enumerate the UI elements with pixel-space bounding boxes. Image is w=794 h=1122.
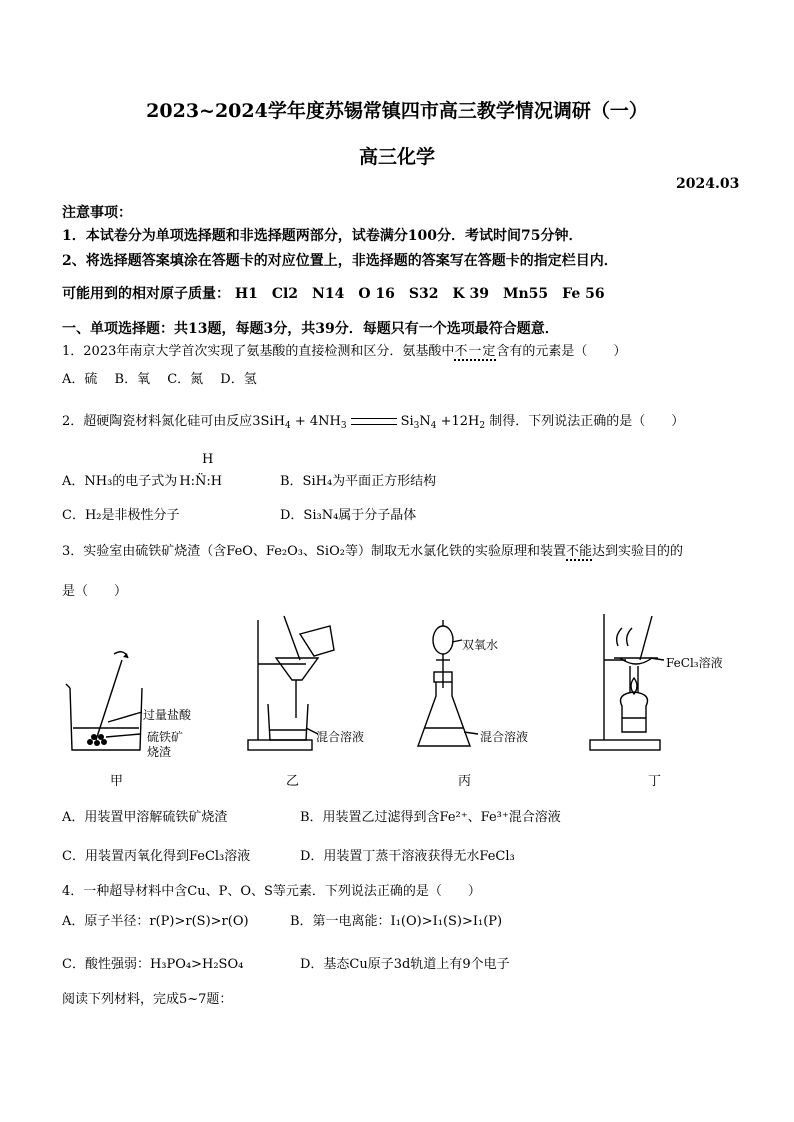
- question-3-option-a: A．用装置甲溶解硫铁矿烧渣: [62, 810, 228, 825]
- lewis-structure: H:N̈:H: [179, 474, 223, 489]
- caption-bing: 丙: [458, 774, 472, 789]
- question-4-option-c: C．酸性强弱：H₃PO₄>H₂SO₄: [62, 957, 244, 972]
- q2-stem-before: 2．超硬陶瓷材料氮化硅可由反应3SiH: [62, 414, 285, 429]
- question-3-option-d: D．用装置丁蒸干溶液获得无水FeCl₃: [300, 849, 515, 864]
- label-mix-yi: 混合溶液: [316, 730, 365, 744]
- label-fecl3: FeCl₃溶液: [666, 656, 723, 670]
- exam-date: 2024.03: [676, 176, 740, 192]
- question-4-option-a: A．原子半径：r(P)>r(S)>r(O): [62, 914, 249, 929]
- q3-emphasis: 不能: [565, 544, 592, 559]
- caption-jia: 甲: [110, 774, 124, 789]
- label-ore-1: 硫铁矿: [147, 730, 184, 744]
- page-title: 2023~2024学年度苏锡常镇四市高三教学情况调研（一）: [146, 100, 648, 122]
- page-subtitle: 高三化学: [358, 146, 435, 168]
- q1-stem-after: 含有的元素是（ ）: [496, 344, 627, 359]
- label-acid: 过量盐酸: [143, 708, 192, 722]
- question-2-option-b: B．SiH₄为平面正方形结构: [280, 474, 437, 489]
- question-4-stem: 4．一种超导材料中含Cu、P、O、S等元素．下列说法正确的是（ ）: [62, 884, 481, 899]
- q3-stem-before: 3．实验室由硫铁矿烧渣（含FeO、Fe₂O₃、SiO₂等）制取无水氯化铁的实验原理和装置: [62, 544, 566, 559]
- reading-instruction: 阅读下列材料，完成5~7题：: [62, 992, 233, 1007]
- question-4-option-b: B．第一电离能：I₁(O)>I₁(S)>I₁(P): [290, 914, 503, 929]
- section-heading: 一、单项选择题：共13题，每题3分，共39分．每题只有一个选项最符合题意．: [62, 321, 559, 337]
- question-3-option-c: C．用装置丙氧化得到FeCl₃溶液: [62, 849, 251, 864]
- notes-item-2: 2、将选择题答案填涂在答题卡的对应位置上，非选择题的答案写在答题卡的指定栏目内．: [62, 253, 618, 269]
- label-ore-2: 烧渣: [147, 745, 172, 759]
- notes-heading: 注意事项：: [62, 205, 132, 221]
- question-3-stem-line-2: 是（ ）: [62, 584, 128, 599]
- caption-yi: 乙: [286, 774, 300, 789]
- question-2-option-c: C．H₂是非极性分子: [62, 508, 180, 523]
- q2-option-a-text: A．NH₃的电子式为: [62, 474, 178, 489]
- question-2-option-d: D．Si₃N₄属于分子晶体: [280, 508, 417, 523]
- equals-sign-icon: [351, 418, 397, 425]
- question-4-option-d: D．基态Cu原子3d轨道上有9个电子: [300, 957, 510, 972]
- notes-item-1: 1．本试卷分为单项选择题和非选择题两部分，试卷满分100分．考试时间75分钟．: [62, 228, 583, 244]
- label-mix-bing: 混合溶液: [480, 730, 529, 744]
- lewis-h-top: H: [202, 452, 214, 467]
- q3-stem-after: 达到实验目的的: [591, 544, 683, 559]
- question-2-stem: 2．超硬陶瓷材料氮化硅可由反应$3SiH_4 + 4NH_3$ $Si_3N_4 +12H_2$ 制得．下列说法正确的是（ ）: [62, 414, 685, 431]
- question-1-options: A．硫 B．氧 C．氮 D．氢: [62, 372, 257, 387]
- question-1-stem: [62, 340, 626, 359]
- q1-stem-before: 1．2023年南京大学首次实现了氨基酸的直接检测和区分．氨基酸中: [62, 344, 455, 359]
- question-3-stem: [62, 540, 683, 559]
- question-3-option-b: B．用装置乙过滤得到含Fe²⁺、Fe³⁺混合溶液: [300, 810, 561, 825]
- caption-ding: 丁: [648, 774, 662, 789]
- apparatus-jia: [66, 652, 142, 750]
- q2-stem-after: 制得．下列说法正确的是（ ）: [489, 414, 685, 429]
- q1-emphasis: 不一定: [454, 344, 497, 359]
- atomic-masses: 可能用到的相对原子质量： H1 Cl2 N14 O 16 S32 K 39 Mn55 Fe 56: [62, 286, 605, 302]
- apparatus-ding: [590, 614, 664, 750]
- label-h2o2: 双氧水: [462, 638, 499, 652]
- question-2-option-a: [62, 470, 222, 489]
